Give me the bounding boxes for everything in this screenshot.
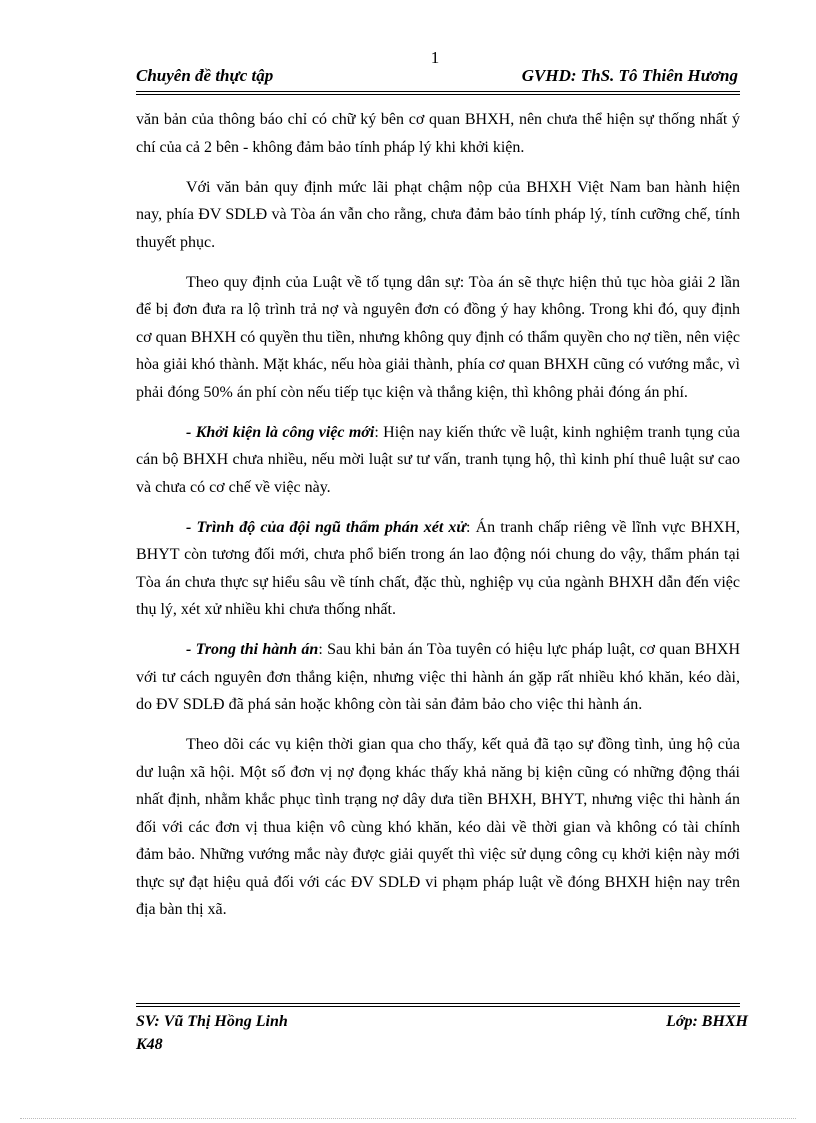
footer-rule [136, 1003, 740, 1007]
paragraph-6 [136, 636, 740, 719]
paragraph-3 [136, 269, 740, 407]
paragraph-1 [136, 106, 740, 161]
paragraph-text: văn bản của thông báo chỉ có chữ ký bên cơ quan BHXH, nên chưa thể hiện sự thống nhất ý chí của cả 2 bên - không đảm bảo tính pháp lý khi khởi kiện. [136, 111, 740, 156]
paragraph-lead: - Trong thi hành án [186, 641, 319, 658]
footer-cohort: K48 [136, 1036, 163, 1053]
paragraph-lead: - Trình độ của đội ngũ thẩm phán xét xử [186, 518, 466, 536]
document-body [136, 106, 740, 936]
page-header [136, 66, 740, 90]
paragraph-5 [136, 514, 740, 624]
paragraph-lead: - Khởi kiện là công việc mới [186, 423, 375, 441]
paragraph-text: : Sau khi bản án Tòa tuyên có hiệu lực pháp luật, cơ quan BHXH với tư cách nguyên đơn thắng kiện, nhưng việc thi hành án gặp rất nhiều khó khăn, kéo dài, do ĐV SDLĐ đã phá sản hoặc không còn tài sản đảm bảo cho việc thi hành án. [136, 641, 741, 713]
page-number: 1 [430, 48, 440, 67]
header-title: Chuyên đề thực tập [136, 66, 274, 85]
header-advisor: GVHD: ThS. Tô Thiên Hương [521, 66, 738, 85]
footer-class: Lớp: BHXH [666, 1013, 748, 1030]
paragraph-text: : Án tranh chấp riêng về lĩnh vực BHXH, BHYT còn tương đối mới, chưa phổ biến trong án lao động nói chung do vậy, thẩm phán tại Tòa án chưa thực sự hiểu sâu về tính chất, đặc thù, nghiệp vụ của ngành BHXH dẫn đến việc thụ lý, xét xử nhiều khi chưa thống nhất. [136, 518, 740, 618]
page-bottom-edge [20, 1118, 796, 1119]
footer-student: SV: Vũ Thị Hồng Linh [136, 1013, 288, 1030]
paragraph-text: Theo quy định của Luật về tố tụng dân sự: Tòa án sẽ thực hiện thủ tục hòa giải 2 lần để bị đơn đưa ra lộ trình trả nợ và nguyên đơn có đồng ý hay không. Trong khi đó, quy định cơ quan BHXH có quyền thu tiền, nhưng không quy định có thẩm quyền cho nợ tiền, nên việc hòa giải khó thành. Mặt khác, nếu hòa giải thành, phía cơ quan BHXH cũng có vướng mắc, vì phải đóng 50% án phí còn nếu tiếp tục kiện và thắng kiện, thì không phải đóng án phí. [136, 273, 740, 401]
paragraph-2 [136, 174, 740, 257]
paragraph-text: : Hiện nay kiến thức về luật, kinh nghiệm tranh tụng của cán bộ BHXH chưa nhiều, nếu mời luật sư tư vấn, tranh tụng hộ, thì kinh phí thuê luật sư cao và chưa có cơ chế về việc này. [136, 423, 741, 496]
paragraph-text: Với văn bản quy định mức lãi phạt chậm nộp của BHXH Việt Nam ban hành hiện nay, phía ĐV SDLĐ và Tòa án vẫn cho rằng, chưa đảm bảo tính pháp lý, tính cưỡng chế, tính thuyết phục. [136, 178, 740, 251]
header-rule [136, 91, 740, 95]
paragraph-4 [136, 419, 740, 502]
paragraph-7 [136, 731, 740, 924]
paragraph-text: Theo dõi các vụ kiện thời gian qua cho thấy, kết quả đã tạo sự đồng tình, ủng hộ của dư luận xã hội. Một số đơn vị nợ đọng khác thấy khả năng bị kiện cũng có những động thái nhất định, nhằm khắc phục tình trạng nợ dây dưa tiền BHXH, BHYT, nhưng việc thi hành án đối với các đơn vị thua kiện vô cùng khó khăn, kéo dài về thời gian và không có tài chính đảm bảo. Những vướng mắc này được giải quyết thì việc sử dụng công cụ khởi kiện này mới thực sự đạt hiệu quả đối với các ĐV SDLĐ vi phạm pháp luật về đóng BHXH hiện nay trên địa bàn thị xã. [136, 736, 740, 918]
